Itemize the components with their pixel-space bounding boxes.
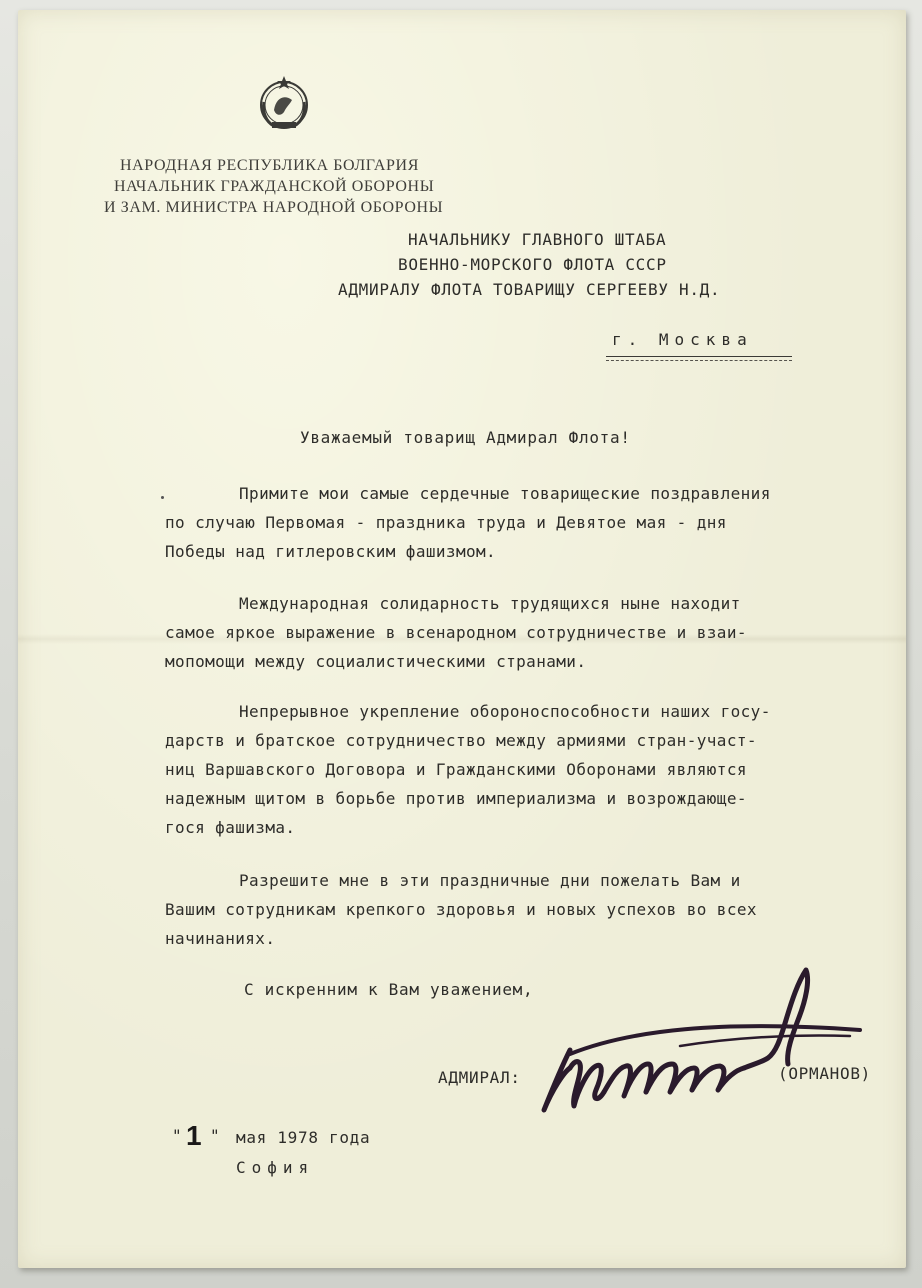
date-quote-open: " — [172, 1126, 183, 1145]
bulgarian-coat-of-arms-icon — [254, 72, 314, 134]
place-of-signing: София — [236, 1158, 315, 1177]
paragraph-line: дарств и братское сотрудничество между армиями стран-участ- — [165, 731, 757, 750]
signatory-rank: АДМИРАЛ: — [438, 1068, 521, 1087]
paragraph-line: ниц Варшавского Договора и Гражданскими Оборонами являются — [165, 760, 747, 779]
letterhead-title: НАЧАЛЬНИК ГРАЖДАНСКОЙ ОБОРОНЫ — [114, 178, 435, 195]
city-underline — [606, 356, 792, 357]
addressee-city: г. Москва — [612, 330, 753, 349]
letterhead — [100, 155, 500, 218]
paragraph-line: Примите мои самые сердечные товарищеские поздравления — [239, 484, 771, 503]
letterhead-subtitle: И ЗАМ. МИНИСТРА НАРОДНОЙ ОБОРОНЫ — [104, 199, 444, 216]
paragraph-line: мопомощи между социалистическими странами. — [165, 652, 587, 671]
paragraph-line: Вашим сотрудникам крепкого здоровья и новых успехов во всех — [165, 900, 757, 919]
signatory-name: (ОРМАНОВ) — [778, 1064, 871, 1083]
addressee-line-1: НАЧАЛЬНИКУ ГЛАВНОГО ШТАБА — [408, 230, 667, 249]
paragraph-2 — [165, 589, 885, 676]
paragraph-line: Международная солидарность трудящихся ныне находит — [239, 594, 741, 613]
closing-line: С искренним к Вам уважением, — [244, 980, 534, 999]
paragraph-line: Непрерывное укрепление обороноспособности наших госу- — [239, 702, 771, 721]
letterhead-country: НАРОДНАЯ РЕСПУБЛИКА БОЛГАРИЯ — [120, 157, 419, 174]
date-day-handwritten: 1 — [186, 1120, 202, 1151]
paragraph-4 — [165, 866, 885, 953]
paragraph-3 — [165, 697, 885, 842]
salutation: Уважаемый товарищ Адмирал Флота! — [300, 428, 631, 447]
ink-speck — [161, 496, 164, 499]
paragraph-1 — [165, 479, 885, 566]
date-quote-close: " — [210, 1126, 221, 1145]
addressee-line-3: АДМИРАЛУ ФЛОТА ТОВАРИЩУ СЕРГЕЕВУ Н.Д. — [338, 280, 721, 299]
paragraph-line: начинаниях. — [165, 929, 276, 948]
paragraph-line: Разрешите мне в эти праздничные дни пожелать Вам и — [239, 871, 741, 890]
addressee-line-2: ВОЕННО-МОРСКОГО ФЛОТА СССР — [398, 255, 667, 274]
paragraph-line: гося фашизма. — [165, 818, 296, 837]
date-month-year: мая 1978 года — [236, 1128, 371, 1147]
paragraph-line: надежным щитом в борьбе против империализма и возрождающе- — [165, 789, 747, 808]
paragraph-line: самое яркое выражение в всенародном сотрудничестве и взаи- — [165, 623, 747, 642]
city-underline-dashed — [606, 360, 792, 361]
paragraph-line: Победы над гитлеровским фашизмом. — [165, 542, 497, 561]
handwritten-signature — [530, 960, 870, 1130]
paragraph-line: по случаю Первомая - праздника труда и Девятое мая - дня — [165, 513, 727, 532]
